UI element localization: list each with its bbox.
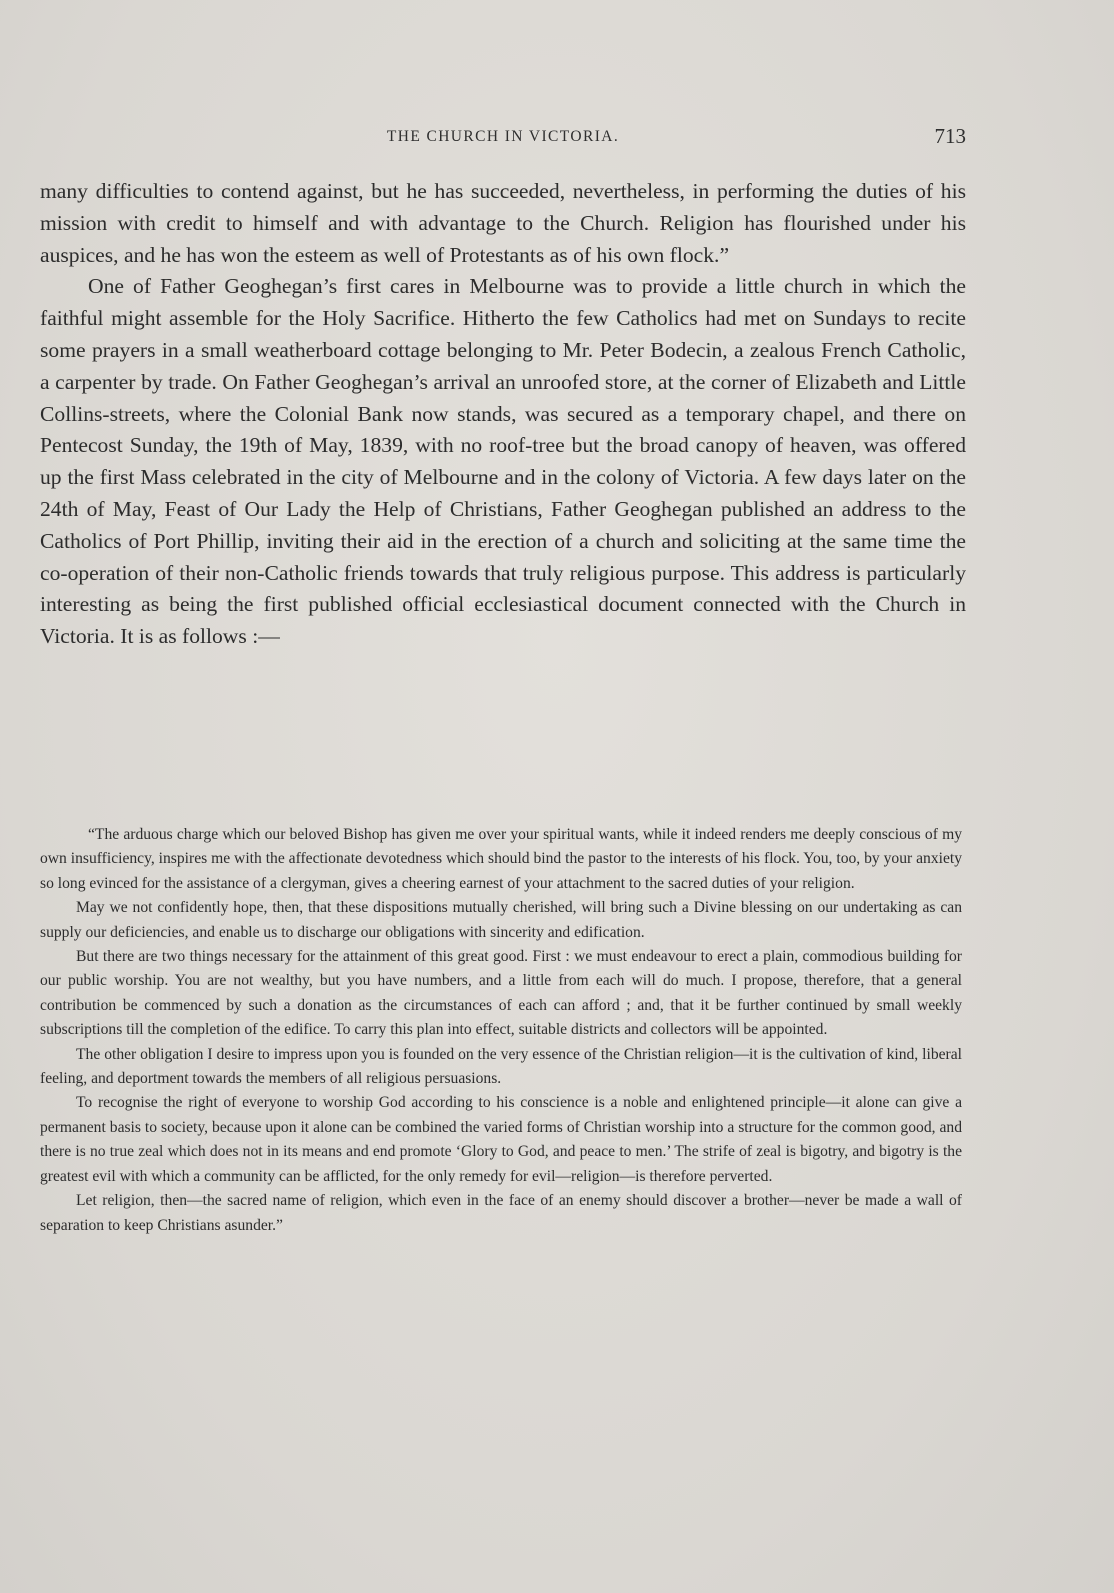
quote-paragraph: “The arduous charge which our beloved Bishop has given me over your spiritual wants, while it indeed renders me deeply conscious of my own insufficiency, inspires me with the affectionate devotedness which should bind the pastor to the interests of his flock. You, too, by your anxiety so long evinced for the assistance of a clergyman, gives a cheering earnest of your attachment to the sacred duties of your religion. xyxy=(40,826,962,892)
quote-paragraph: But there are two things necessary for the attainment of this great good. First : we must endeavour to erect a plain, commodious building for our public worship. You are not wealthy, but you have numbers, and a little from each will do much. I propose, therefore, that a general contribution be commenced by such a donation as the circumstances of each can afford ; and, that it be further continued by small weekly subscriptions till the completion of the edifice. To carry this plan into effect, suitable districts and collectors will be appointed. xyxy=(40,948,962,1039)
quote-paragraph: May we not confidently hope, then, that these dispositions mutually cherished, will bring such a Divine blessing on our undertaking as can supply our deficiencies, and enable us to discharge our obligations with sincerity and edification. xyxy=(40,899,962,941)
quote-paragraph: To recognise the right of everyone to worship God according to his conscience is a noble and enlightened principle—it alone can give a permanent basis to society, because upon it alone can be combined the varied forms of Christian worship into a structure for the common good, and there is no true zeal which does not in its means and end promote ‘Glory to God, and peace to men.’ The strife of zeal is bigotry, and bigotry is the greatest evil with which a community can be afflicted, for the only remedy for evil—religion—is therefore perverted. xyxy=(40,1094,962,1185)
quote-paragraph: The other obligation I desire to impress upon you is founded on the very essence of the Christian religion—it is the cultivation of kind, liberal feeling, and deportment towards the members of all religious persuasions. xyxy=(40,1045,962,1088)
body-paragraph: many difficulties to contend against, but he has succeeded, nevertheless, in performing the duties of his mission with credit to himself and with advantage to the Church. Religion has flourished under his auspices, and he has won the esteem as well of Protestants as of his own flock.” xyxy=(40,179,966,267)
body-paragraph: One of Father Geoghegan’s first cares in Melbourne was to provide a little church in which the faithful might assemble for the Holy Sacrifice. Hitherto the few Catholics had met on Sundays to recite some prayers in a small weatherboard cottage belonging to Mr. Peter Bodecin, a zealous French Catholic, a carpenter by trade. On Father Geoghegan’s arrival an unroofed store, at the corner of Elizabeth and Little Collins-streets, where the Colonial Bank now stands, was secured as a temporary chapel, and there on Pentecost Sunday, the 19th of May, 1839, with no roof-tree but the broad canopy of heaven, was offered up the first Mass celebrated in the city of Melbourne and in the colony of Victoria. A few days later on the 24th of May, Feast of Our Lady the Help of Christians, Father Geoghegan published an address to the Catholics of Port Phillip, inviting their aid in the erection of a church and soliciting at the same time the co-operation of their non-Catholic friends towards that truly religious purpose. This address is particularly interesting as being the first published official ecclesiastical document connected with the Church in Victoria. It is as follows :— xyxy=(40,274,966,649)
running-head xyxy=(40,124,966,154)
quote-paragraph: Let religion, then—the sacred name of religion, which even in the face of an enemy should discover a brother—never be made a wall of separation to keep Christians asunder.” xyxy=(40,1192,962,1234)
main-text xyxy=(40,176,966,653)
running-title: THE CHURCH IN VICTORIA. xyxy=(386,128,620,145)
page-number: 713 xyxy=(934,124,966,148)
quoted-address xyxy=(40,823,962,1238)
